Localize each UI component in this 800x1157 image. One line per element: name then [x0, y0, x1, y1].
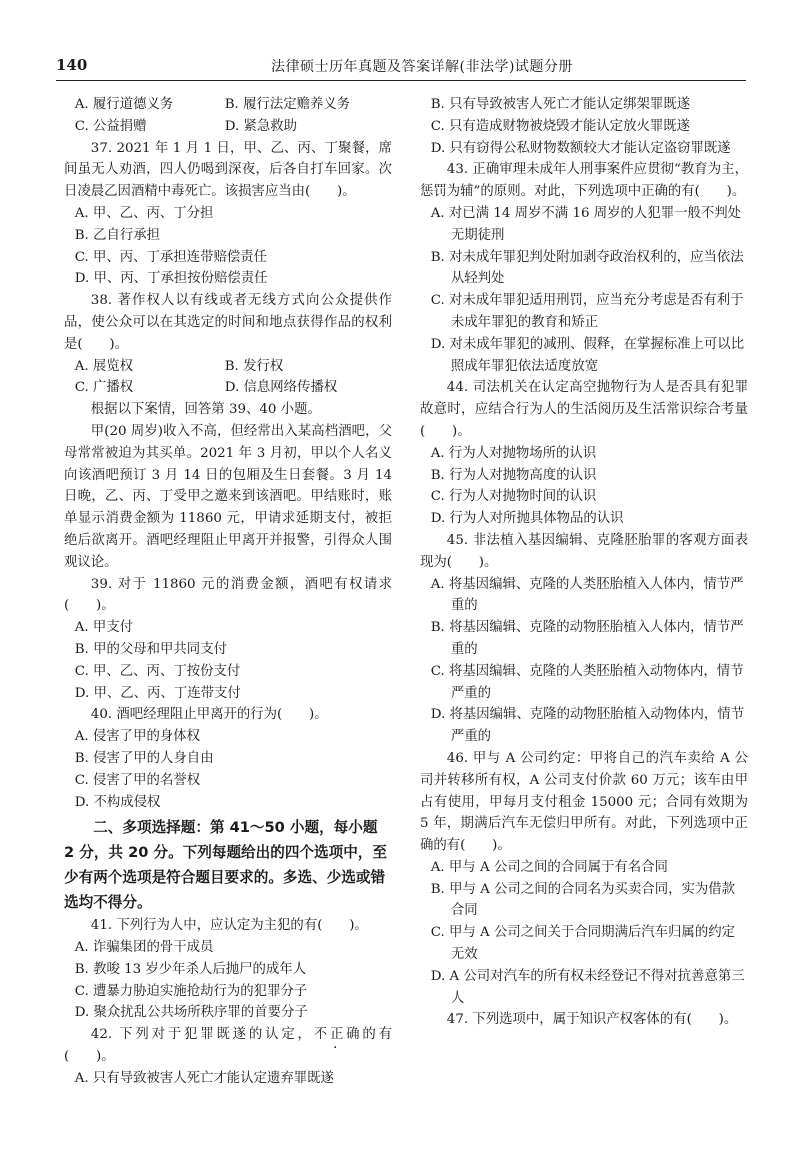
q43-option-b: B. 对未成年罪犯判处附加剥夺政治权利的，应当依法从轻判处	[430, 249, 744, 287]
q42-option-d: D. 只有窃得公私财物数额较大才能认定盗窃罪既遂	[430, 140, 731, 156]
q43-option-a: A. 对已满 14 周岁不满 16 周岁的人犯罪一般不判处无期徒刑	[430, 205, 742, 243]
q43-stem: 43. 正确审理未成年人刑事案件应贯彻“教育为主，惩罚为辅”的原则。对此，下列选项中正确的有( )。	[420, 162, 748, 200]
q36-options-row-2	[64, 116, 392, 138]
q40-option-a: A. 侵害了甲的身体权	[74, 729, 201, 745]
q46-option-b: B. 甲与 A 公司之间的合同名为买卖合同，实为借款合同	[430, 881, 736, 919]
q45-option-d: D. 将基因编辑、克隆的动物胚胎植入动物体内，情节严重的	[430, 707, 745, 745]
q40-option-c: C. 侵害了甲的名誉权	[74, 772, 201, 788]
q40-option-b: B. 侵害了甲的人身自由	[74, 750, 214, 766]
q38-option-d: D. 信息网络传播权	[224, 380, 338, 396]
q46-option-d: D. A 公司对汽车的所有权未经登记不得对抗善意第三人	[430, 968, 745, 1006]
q41-option-b: B. 教唆 13 岁少年杀人后抛尸的成年人	[74, 961, 307, 977]
q42-stem	[64, 1024, 392, 1068]
q41-option-d: D. 聚众扰乱公共场所秩序罪的首要分子	[74, 1005, 308, 1021]
q44-option-a: A. 行为人对抛物场所的认识	[430, 445, 597, 461]
left-column	[64, 94, 392, 1090]
q40-option-d: D. 不构成侵权	[74, 794, 161, 810]
q42-option-b: B. 只有导致被害人死亡才能认定绑架罪既遂	[430, 97, 691, 112]
q36-option-a: A. 履行道德义务	[74, 97, 174, 112]
case-text: 甲(20 周岁)收入不高，但经常出入某高档酒吧，父母常常被迫为其买单。2021 年 3 月初，甲以个人名义向该酒吧预订 3 月 14 日的包厢及生日套餐。3 月 14 日晚，乙、丙、丁受甲之邀来到该酒吧。甲结账时，账单显示消费金额为 11860 元，甲请求延期支付，被拒绝后欲离开。酒吧经理阻止甲离开并报警，引得众人围观议论。	[64, 423, 392, 570]
q38-options-row-2	[64, 377, 392, 399]
q42-option-a: A. 只有导致被害人死亡才能认定遗弃罪既遂	[74, 1070, 334, 1086]
book-title: 法律硕士历年真题及答案详解(非法学)试题分册	[271, 59, 573, 75]
header-rule	[56, 80, 746, 81]
q38-option-b: B. 发行权	[224, 358, 284, 374]
case-intro: 根据以下案情，回答第 39、40 小题。	[90, 402, 321, 418]
q44-option-c: C. 行为人对抛物时间的认识	[430, 489, 597, 505]
q36-option-b: B. 履行法定赡养义务	[224, 97, 351, 112]
q39-option-d: D. 甲、乙、丙、丁连带支付	[74, 685, 241, 701]
section-heading-multiple-choice: 二、多项选择题：第 41～50 小题，每小题 2 分，共 20 分。下列每题给出的四个选项中，至少有两个选项是符合题目要求的。多选、少选或错选均不得分。	[64, 819, 387, 912]
right-column	[420, 94, 748, 1031]
q39-option-a: A. 甲支付	[74, 620, 134, 636]
q46-option-c: C. 甲与 A 公司之间关于合同期满后汽车归属的约定无效	[430, 925, 735, 963]
q41-option-a: A. 诈骗集团的骨干成员	[74, 940, 214, 956]
q44-option-b: B. 行为人对抛物高度的认识	[430, 467, 597, 483]
q37-stem: 37. 2021 年 1 月 1 日，甲、乙、丙、丁聚餐，席间虽无人劝酒，四人仍喝到深夜，后各自打车回家。次日凌晨乙因酒精中毒死亡。该损害应当由( )。	[64, 140, 392, 200]
q45-option-b: B. 将基因编辑、克隆的动物胚胎植入人体内，情节严重的	[430, 620, 744, 657]
q45-option-c: C. 将基因编辑、克隆的人类胚胎植入动物体内，情节严重的	[430, 663, 744, 701]
q38-option-a: A. 展览权	[74, 358, 134, 374]
q37-option-d: D. 甲、丙、丁承担按份赔偿责任	[74, 271, 268, 287]
q45-option-a: A. 将基因编辑、克隆的人类胚胎植入人体内，情节严重的	[430, 576, 744, 614]
q38-stem: 38. 著作权人以有线或者无线方式向公众提供作品，使公众可以在其选定的时间和地点获得作品的权利是( )。	[64, 293, 392, 352]
page-header	[56, 52, 756, 80]
q42-stem-part-2: 正确的有( )。	[64, 1027, 393, 1065]
q45-stem: 45. 非法植入基因编辑、克隆胚胎罪的客观方面表现为( )。	[420, 532, 748, 570]
q36-option-d: D. 紧急救助	[224, 118, 298, 134]
q42-option-c: C. 只有造成财物被烧毁才能认定放火罪既遂	[430, 118, 691, 134]
q39-option-c: C. 甲、乙、丙、丁按份支付	[74, 663, 241, 679]
q40-stem: 40. 酒吧经理阻止甲离开的行为( )。	[90, 707, 328, 723]
q47-stem: 47. 下列选项中，属于知识产权客体的有( )。	[446, 1012, 738, 1028]
q36-options-row-1	[64, 94, 392, 116]
q39-stem: 39. 对于 11860 元的消费金额，酒吧有权请求( )。	[64, 576, 392, 614]
q37-option-a: A. 甲、乙、丙、丁分担	[74, 205, 214, 221]
q43-option-d: D. 对未成年罪犯的减刑、假释，在掌握标准上可以比照成年罪犯依法适度放宽	[430, 336, 745, 374]
q43-option-c: C. 对未成年罪犯适用刑罚，应当充分考虑是否有利于未成年罪犯的教育和矫正	[430, 293, 744, 330]
q41-option-c: C. 遭暴力胁迫实施抢劫行为的犯罪分子	[74, 983, 308, 999]
q44-option-d: D. 行为人对所抛具体物品的认识	[430, 511, 624, 527]
q42-emphasis-not: 不	[313, 1027, 330, 1043]
q41-stem: 41. 下列行为人中，应认定为主犯的有( )。	[90, 918, 368, 934]
q46-option-a: A. 甲与 A 公司之间的合同属于有名合同	[430, 859, 668, 875]
q36-option-c: C. 公益捐赠	[74, 118, 147, 134]
q37-option-b: B. 乙自行承担	[74, 227, 161, 243]
q39-option-b: B. 甲的父母和甲共同支付	[74, 641, 227, 657]
q38-options-row-1	[64, 356, 392, 378]
page-number: 140	[56, 56, 88, 74]
q42-stem-part-1: 42. 下列对于犯罪既遂的认定，	[90, 1027, 314, 1043]
q38-option-c: C. 广播权	[74, 380, 134, 396]
q44-stem: 44. 司法机关在认定高空抛物行为人是否具有犯罪故意时，应结合行为人的生活阅历及生活常识综合考量( )。	[420, 380, 748, 439]
q37-option-c: C. 甲、丙、丁承担连带赔偿责任	[74, 249, 268, 265]
q46-stem: 46. 甲与 A 公司约定：甲将自己的汽车卖给 A 公司并转移所有权，A 公司支付价款 60 万元；该车由甲占有使用，甲每月支付租金 15000 元；合同有效期为 5 年，期满后汽车无偿归甲所有。对此，下列选项中正确的有( )。	[420, 750, 748, 854]
